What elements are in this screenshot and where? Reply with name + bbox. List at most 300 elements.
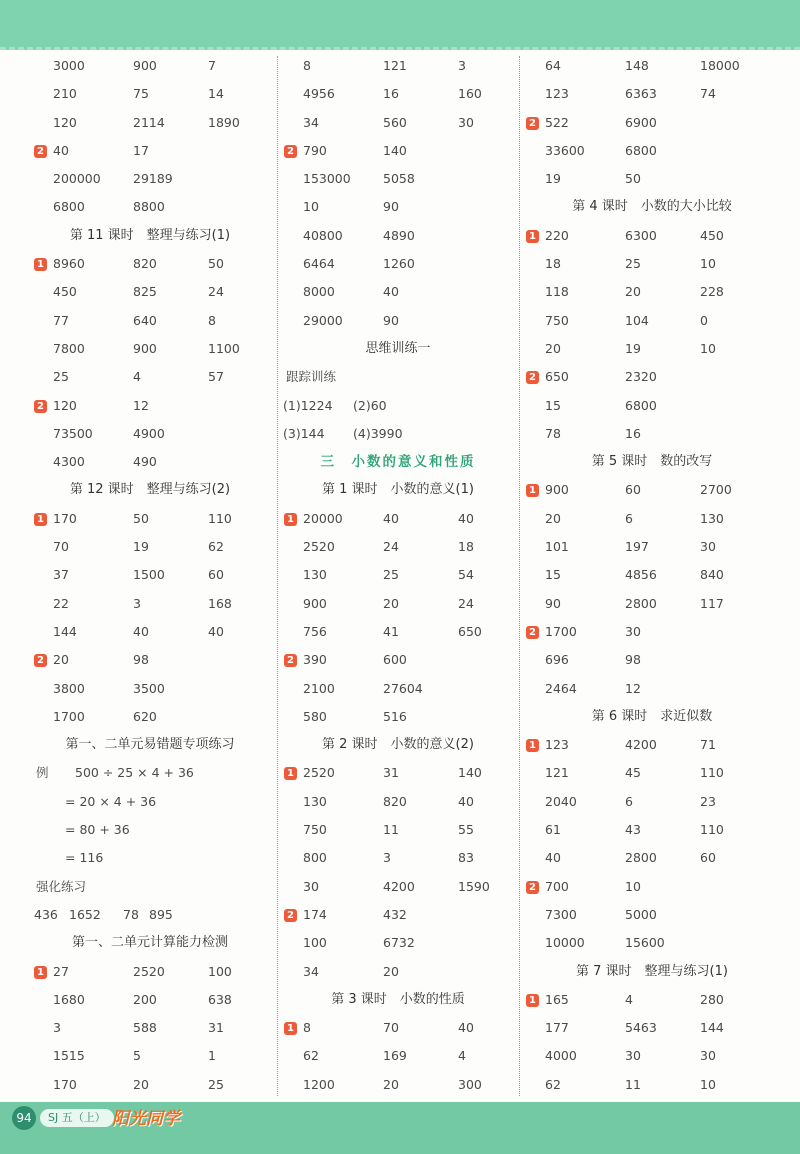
answer-value: 522 (545, 114, 569, 130)
answer-value: 300 (458, 1076, 482, 1092)
lesson-heading: 第 12 课时 整理与练习(2) (69, 482, 231, 498)
answer-row (522, 901, 782, 929)
answer-value: 2800 (625, 850, 657, 866)
answer-row (522, 675, 782, 703)
answer-row (280, 1042, 516, 1070)
answer-value: 73500 (53, 425, 93, 441)
answer-value: 16 (383, 86, 399, 102)
answer-value: 638 (208, 991, 232, 1007)
answer-value: 18000 (700, 58, 740, 73)
answer-value: 14 (208, 86, 224, 102)
answer-value: 120 (53, 397, 77, 413)
answer-value: 30 (700, 539, 716, 555)
answer-row (280, 137, 516, 165)
answer-value: 15600 (625, 935, 665, 951)
answer-value: 30 (700, 1048, 716, 1064)
answer-row (280, 873, 516, 901)
answer-value: 78 (545, 425, 561, 441)
answer-value: 4200 (383, 878, 415, 894)
answer-row (522, 1042, 782, 1070)
answer-value: 50 (208, 256, 224, 272)
answer-row (30, 250, 270, 278)
step-expression: = 20 × 4 + 36 (65, 793, 157, 809)
answer-row (522, 759, 782, 787)
answer-value: 4890 (383, 227, 415, 243)
answer-value: 432 (383, 906, 407, 922)
answer-row (522, 278, 782, 306)
grade-label: SJ 五（上） (40, 1109, 114, 1127)
answer-value: 2040 (545, 793, 577, 809)
answer-column-right (522, 52, 782, 1099)
answer-value: 3 (53, 1020, 61, 1036)
lesson-heading: 第 6 课时 求近似数 (591, 708, 713, 724)
question-number-badge: 1 (526, 739, 539, 752)
answer-value: 117 (700, 595, 724, 611)
answer-value: 2520 (133, 963, 165, 979)
answer-row (522, 1071, 782, 1099)
answer-value: (2)60 (353, 397, 387, 413)
answer-row (280, 165, 516, 193)
answer-value: 20 (383, 595, 399, 611)
answer-row (522, 476, 782, 504)
answer-value: 450 (53, 284, 77, 300)
answer-value: 4856 (625, 567, 657, 583)
answer-row (30, 335, 270, 363)
answer-row (280, 52, 516, 80)
answer-value: 588 (133, 1020, 157, 1036)
answer-value: 27604 (383, 680, 423, 696)
answer-value: 11 (383, 822, 399, 838)
answer-value: 177 (545, 1020, 569, 1036)
answer-row (522, 816, 782, 844)
answer-value: 2114 (133, 114, 165, 130)
question-number-badge: 1 (284, 767, 297, 780)
answer-value: 390 (303, 652, 327, 668)
answer-value: 130 (303, 793, 327, 809)
answer-value: 1700 (545, 623, 577, 639)
answer-value: 1680 (53, 991, 85, 1007)
answer-value: 8 (303, 1020, 311, 1036)
answer-value: 5000 (625, 906, 657, 922)
answer-value: 20000 (303, 510, 343, 526)
answer-value: 7 (208, 58, 216, 73)
answer-value: 1652 (69, 906, 101, 922)
example-step (30, 788, 270, 816)
answer-row (30, 448, 270, 476)
answer-value: 20 (625, 284, 641, 300)
answer-value: 4000 (545, 1048, 577, 1064)
answer-value: 6800 (53, 199, 85, 215)
question-number-badge: 1 (284, 1022, 297, 1035)
answer-row (280, 590, 516, 618)
unit-heading: 三 小数的意义和性质 (320, 454, 476, 471)
answer-row (522, 165, 782, 193)
answer-value: 4900 (133, 425, 165, 441)
answer-value: 83 (458, 850, 474, 866)
answer-value: 516 (383, 708, 407, 724)
answer-value: 10000 (545, 935, 585, 951)
answer-value: 71 (700, 737, 716, 753)
answer-value: 20 (545, 340, 561, 356)
answer-value: 2800 (625, 595, 657, 611)
answer-value: 210 (53, 86, 77, 102)
answer-row (522, 52, 782, 80)
question-number-badge: 1 (34, 513, 47, 526)
answer-row (30, 137, 270, 165)
answer-value: 490 (133, 454, 157, 470)
example-step (30, 816, 270, 844)
answer-value: 60 (625, 482, 641, 498)
answer-value: 8 (303, 58, 311, 73)
answer-value: 24 (458, 595, 474, 611)
answer-value: 144 (53, 623, 77, 639)
answer-value: 40 (53, 142, 69, 158)
answer-row (30, 363, 270, 391)
answer-value: 895 (149, 906, 173, 922)
answer-value: 20 (53, 652, 69, 668)
answer-row (280, 929, 516, 957)
answer-row (280, 250, 516, 278)
answer-value: 57 (208, 369, 224, 385)
answer-value: 60 (700, 850, 716, 866)
answer-row (280, 901, 516, 929)
section-label: 强化练习 (36, 878, 87, 894)
answer-value: 90 (383, 312, 399, 328)
answer-value: 3 (458, 58, 466, 73)
answer-value: 280 (700, 991, 724, 1007)
answer-value: 3 (133, 595, 141, 611)
answer-row (522, 363, 782, 391)
answer-value: 34 (303, 963, 319, 979)
answer-value: 40 (208, 623, 224, 639)
answer-value: 4 (625, 991, 633, 1007)
answer-value: 153000 (303, 171, 351, 187)
answer-value: 90 (545, 595, 561, 611)
answer-value: 23 (700, 793, 716, 809)
answer-value: 756 (303, 623, 327, 639)
answer-value: 20 (383, 963, 399, 979)
answer-value: 18 (458, 539, 474, 555)
answer-value: 25 (53, 369, 69, 385)
answer-value: 144 (700, 1020, 724, 1036)
answer-row (280, 788, 516, 816)
question-number-badge: 2 (526, 371, 539, 384)
answer-value: 650 (458, 623, 482, 639)
answer-value: 168 (208, 595, 232, 611)
answer-row (30, 561, 270, 589)
answer-value: 640 (133, 312, 157, 328)
answer-value: 1890 (208, 114, 240, 130)
answer-value: 29000 (303, 312, 343, 328)
answer-value: 900 (303, 595, 327, 611)
answer-row (522, 873, 782, 901)
answer-value: (4)3990 (353, 425, 403, 441)
lesson-heading: 思维训练一 (365, 340, 431, 356)
answer-value: 78 (123, 906, 139, 922)
answer-value: 1 (208, 1048, 216, 1064)
answer-value: 8 (208, 312, 216, 328)
answer-value: 4956 (303, 86, 335, 102)
answer-row (30, 533, 270, 561)
answer-row (280, 618, 516, 646)
answer-value: 6 (625, 793, 633, 809)
answer-value: 100 (303, 935, 327, 951)
answer-value: 62 (303, 1048, 319, 1064)
answer-value: 30 (458, 114, 474, 130)
answer-value: 40 (458, 1020, 474, 1036)
answer-value: 20 (545, 510, 561, 526)
example-line (30, 759, 270, 787)
answer-value: 40 (383, 284, 399, 300)
answer-value: 2464 (545, 680, 577, 696)
answer-row (30, 165, 270, 193)
answer-value: 8800 (133, 199, 165, 215)
answer-value: 62 (545, 1076, 561, 1092)
top-band (0, 0, 800, 50)
answer-value: 12 (625, 680, 641, 696)
answer-row (280, 505, 516, 533)
answer-value: 18 (545, 256, 561, 272)
answer-value: 6800 (625, 142, 657, 158)
answer-value: 25 (383, 567, 399, 583)
answer-value: 6300 (625, 227, 657, 243)
question-number-badge: 1 (526, 484, 539, 497)
answer-value: 6732 (383, 935, 415, 951)
answer-value: 840 (700, 567, 724, 583)
answer-value: 75 (133, 86, 149, 102)
answer-row (522, 788, 782, 816)
answer-value: 25 (625, 256, 641, 272)
answer-value: 121 (383, 58, 407, 73)
answer-value: 25 (208, 1076, 224, 1092)
answer-value: 11 (625, 1076, 641, 1092)
question-number-badge: 2 (526, 117, 539, 130)
answer-value: 140 (458, 765, 482, 781)
answer-value: 40800 (303, 227, 343, 243)
answer-row (30, 1042, 270, 1070)
answer-value: 10 (700, 340, 716, 356)
question-number-badge: 2 (284, 909, 297, 922)
answer-value: 16 (625, 425, 641, 441)
answer-value: 70 (383, 1020, 399, 1036)
answer-row (280, 958, 516, 986)
answer-row (522, 392, 782, 420)
answer-value: 40 (545, 850, 561, 866)
question-number-badge: 1 (34, 966, 47, 979)
answer-value: 130 (303, 567, 327, 583)
answer-value: 220 (545, 227, 569, 243)
answer-row (522, 986, 782, 1014)
answer-value: 121 (545, 765, 569, 781)
answer-row (522, 137, 782, 165)
answer-value: 800 (303, 850, 327, 866)
answer-value: 19 (545, 171, 561, 187)
column-divider (519, 56, 520, 1096)
answer-value: 41 (383, 623, 399, 639)
answer-value: 165 (545, 991, 569, 1007)
answer-value: 60 (208, 567, 224, 583)
answer-value: 1500 (133, 567, 165, 583)
answer-value: 50 (133, 510, 149, 526)
answer-row (522, 1014, 782, 1042)
lesson-heading: 第 7 课时 整理与练习(1) (576, 963, 728, 979)
answer-row (30, 590, 270, 618)
answer-value: 123 (545, 737, 569, 753)
question-number-badge: 1 (34, 258, 47, 271)
answer-value: 24 (208, 284, 224, 300)
answer-value: 19 (625, 340, 641, 356)
answer-row (522, 420, 782, 448)
answer-row (30, 1071, 270, 1099)
answer-row (30, 1014, 270, 1042)
answer-value: 2700 (700, 482, 732, 498)
answer-value: 30 (625, 623, 641, 639)
answer-value: 170 (53, 510, 77, 526)
answer-value: 10 (625, 878, 641, 894)
answer-value: 45 (625, 765, 641, 781)
answer-value: 2100 (303, 680, 335, 696)
answer-value: 1590 (458, 878, 490, 894)
answer-value: 61 (545, 822, 561, 838)
answer-row (30, 703, 270, 731)
answer-value: 696 (545, 652, 569, 668)
answer-value: 7300 (545, 906, 577, 922)
answer-value: 1515 (53, 1048, 85, 1064)
answer-value: 19 (133, 539, 149, 555)
answer-value: 10 (700, 256, 716, 272)
lesson-heading: 第 3 课时 小数的性质 (331, 991, 465, 1007)
answer-row (522, 561, 782, 589)
answer-value: 2520 (303, 539, 335, 555)
answer-value: 27 (53, 963, 69, 979)
answer-row (30, 80, 270, 108)
answer-row (280, 533, 516, 561)
answer-value: 820 (383, 793, 407, 809)
answer-value: 7800 (53, 340, 85, 356)
answer-row (280, 703, 516, 731)
answer-row (280, 1014, 516, 1042)
answer-value: 5 (133, 1048, 141, 1064)
answer-value: (3)144 (283, 425, 325, 441)
question-number-badge: 2 (34, 400, 47, 413)
answer-row (30, 109, 270, 137)
answer-value: 197 (625, 539, 649, 555)
answer-value: 4200 (625, 737, 657, 753)
answer-row (522, 335, 782, 363)
answer-value: 20 (383, 1076, 399, 1092)
answer-value: 6464 (303, 256, 335, 272)
lesson-heading: 第 11 课时 整理与练习(1) (69, 227, 231, 243)
answer-row (522, 533, 782, 561)
answer-value: 98 (625, 652, 641, 668)
answer-value: 4 (458, 1048, 466, 1064)
answer-value: 169 (383, 1048, 407, 1064)
answer-value: 560 (383, 114, 407, 130)
answer-value: 15 (545, 397, 561, 413)
answer-column-left (30, 52, 270, 1099)
answer-value: 50 (625, 171, 641, 187)
answer-value: 29189 (133, 171, 173, 187)
answer-value: 750 (545, 312, 569, 328)
answer-value: 170 (53, 1076, 77, 1092)
answer-row (30, 646, 270, 674)
example-label: 例 (36, 765, 49, 781)
answer-value: 3000 (53, 58, 85, 73)
lesson-heading: 第 2 课时 小数的意义(2) (322, 737, 474, 753)
answer-row (522, 844, 782, 872)
answer-value: 62 (208, 539, 224, 555)
answer-row (30, 986, 270, 1014)
answer-value: 110 (208, 510, 232, 526)
answer-value: (1)1224 (283, 397, 333, 413)
answer-value: 110 (700, 822, 724, 838)
answer-row (30, 52, 270, 80)
answer-row (280, 675, 516, 703)
answer-value: 8960 (53, 256, 85, 272)
answer-value: 17 (133, 142, 149, 158)
answer-row (522, 109, 782, 137)
answer-value: 1100 (208, 340, 240, 356)
answer-value: 228 (700, 284, 724, 300)
answer-value: 123 (545, 86, 569, 102)
answer-row (280, 193, 516, 221)
answer-value: 31 (383, 765, 399, 781)
answer-row (522, 646, 782, 674)
answer-value: 31 (208, 1020, 224, 1036)
answer-row (280, 1071, 516, 1099)
answer-value: 54 (458, 567, 474, 583)
answer-value: 40 (383, 510, 399, 526)
answer-value: 10 (700, 1076, 716, 1092)
answer-value: 98 (133, 652, 149, 668)
answer-value: 148 (625, 58, 649, 73)
page-number: 94 (12, 1106, 36, 1130)
answer-value: 40 (133, 623, 149, 639)
answer-value: 174 (303, 906, 327, 922)
answer-row (522, 80, 782, 108)
answer-value: 140 (383, 142, 407, 158)
answer-value: 750 (303, 822, 327, 838)
answer-value: 6363 (625, 86, 657, 102)
answer-row (280, 109, 516, 137)
answer-row (280, 646, 516, 674)
answer-row (280, 80, 516, 108)
answer-value: 130 (700, 510, 724, 526)
answer-value: 5463 (625, 1020, 657, 1036)
answer-value: 100 (208, 963, 232, 979)
answer-value: 620 (133, 708, 157, 724)
answer-row (522, 222, 782, 250)
answer-column-middle (280, 52, 516, 1099)
answer-row (30, 392, 270, 420)
answer-row (30, 420, 270, 448)
answer-value: 10 (303, 199, 319, 215)
example-expression: 500 ÷ 25 × 4 + 36 (75, 765, 194, 781)
column-divider (277, 56, 278, 1096)
lesson-heading: 第 5 课时 数的改写 (591, 454, 713, 470)
answer-value: 55 (458, 822, 474, 838)
answer-value: 650 (545, 369, 569, 385)
answer-value: 4300 (53, 454, 85, 470)
answer-value: 200 (133, 991, 157, 1007)
answer-value: 790 (303, 142, 327, 158)
practice-answers (30, 901, 270, 929)
answer-value: 6 (625, 510, 633, 526)
answer-value: 101 (545, 539, 569, 555)
answer-value: 820 (133, 256, 157, 272)
answer-value: 70 (53, 539, 69, 555)
answer-row (30, 278, 270, 306)
